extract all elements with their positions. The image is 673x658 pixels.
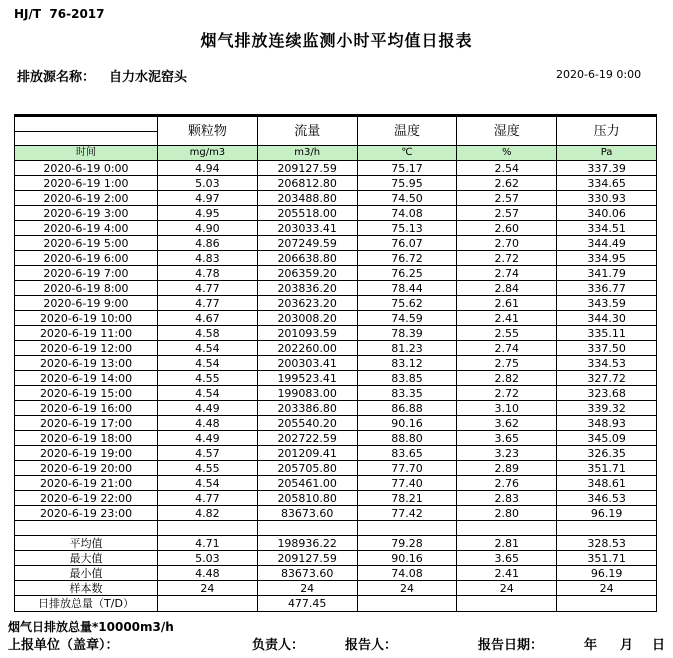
row-value-cell: 83673.60: [258, 566, 358, 580]
row-value-cell: 86.88: [358, 401, 458, 415]
table-row: [15, 386, 656, 401]
unit-particulate: mg/m3: [158, 146, 258, 160]
row-value-cell: 4.67: [158, 311, 258, 325]
row-value-cell: 2.89: [457, 461, 557, 475]
row-value-cell: 4.58: [158, 326, 258, 340]
row-value-cell: 83.12: [358, 356, 458, 370]
summary-row: [15, 536, 656, 551]
row-value-cell: 75.62: [358, 296, 458, 310]
row-value-cell: 5.03: [158, 551, 258, 565]
report-unit-label: 上报单位（盖章）：: [8, 638, 119, 653]
table-row: [15, 206, 656, 221]
row-label-cell: 2020-6-19 21:00: [15, 476, 158, 490]
row-value-cell: 2.57: [457, 191, 557, 205]
row-label-cell: 2020-6-19 19:00: [15, 446, 158, 460]
row-value-cell: 4.95: [158, 206, 258, 220]
row-value-cell: 2.41: [457, 311, 557, 325]
row-value-cell: 4.82: [158, 506, 258, 520]
row-value-cell: 76.25: [358, 266, 458, 280]
summary-row: [15, 566, 656, 581]
row-value-cell: 2.81: [457, 536, 557, 550]
table-row: [15, 176, 656, 191]
row-value-cell: 209127.59: [258, 551, 358, 565]
table-row: [15, 191, 656, 206]
row-value-cell: 2.84: [457, 281, 557, 295]
row-value-cell: 81.23: [358, 341, 458, 355]
unit-flow: m3/h: [258, 146, 358, 160]
row-value-cell: 341.79: [587, 266, 626, 280]
table-row: [15, 476, 656, 491]
report-date-label: 报告日期：: [478, 638, 544, 653]
row-value-cell: 2.55: [457, 326, 557, 340]
row-value-cell: 4.77: [158, 491, 258, 505]
row-label-cell: 2020-6-19 1:00: [15, 176, 158, 190]
row-value-cell: 203033.41: [258, 221, 358, 235]
table-row: [15, 416, 656, 431]
row-value-cell: 5.03: [158, 176, 258, 190]
row-value-cell: 201093.59: [258, 326, 358, 340]
row-value-cell: 328.53: [587, 536, 626, 550]
row-value-cell: 78.44: [358, 281, 458, 295]
summary-row: [15, 596, 656, 611]
responsible-label: 负责人：: [252, 638, 305, 653]
row-value-cell: 3.10: [457, 401, 557, 415]
row-value-cell: 74.50: [358, 191, 458, 205]
table-row: [15, 326, 656, 341]
row-value-cell: 327.72: [587, 371, 626, 385]
row-value-cell: 337.39: [587, 161, 626, 175]
signature-line: [0, 634, 673, 653]
row-value-cell: 4.55: [158, 461, 258, 475]
row-value-cell: 2.72: [457, 386, 557, 400]
row-value-cell: 90.16: [358, 551, 458, 565]
row-value-cell: 348.61: [587, 476, 626, 490]
row-value-cell: 340.06: [587, 206, 626, 220]
row-value-cell: 205518.00: [258, 206, 358, 220]
row-value-cell: 2.76: [457, 476, 557, 490]
row-label-cell: 2020-6-19 15:00: [15, 386, 158, 400]
row-value-cell: 78.21: [358, 491, 458, 505]
row-value-cell: 4.94: [158, 161, 258, 175]
row-label-cell: 2020-6-19 17:00: [15, 416, 158, 430]
row-value-cell: 2.83: [457, 491, 557, 505]
row-label-cell: 平均值: [15, 536, 158, 550]
row-value-cell: 3.65: [457, 431, 557, 445]
table-row: [15, 296, 656, 311]
row-value-cell: 4.54: [158, 476, 258, 490]
row-value-cell: 76.72: [358, 251, 458, 265]
report-datetime: 2020-6-19 0:00: [556, 68, 642, 81]
row-value-cell: 4.49: [158, 401, 258, 415]
row-label-cell: 2020-6-19 16:00: [15, 401, 158, 415]
row-value-cell: 323.68: [587, 386, 626, 400]
row-value-cell: 76.07: [358, 236, 458, 250]
col-header-flow: 流量: [258, 117, 358, 145]
row-value-cell: 2.74: [457, 266, 557, 280]
row-value-cell: 2.61: [457, 296, 557, 310]
row-value-cell: 4.71: [158, 536, 258, 550]
row-value-cell: [158, 521, 258, 535]
row-value-cell: 3.65: [457, 551, 557, 565]
row-value-cell: [358, 521, 458, 535]
col-header-pressure: 压力: [593, 123, 620, 139]
row-label-cell: 2020-6-19 18:00: [15, 431, 158, 445]
row-value-cell: 96.19: [590, 506, 623, 520]
row-value-cell: 4.57: [158, 446, 258, 460]
time-header-cell: 时间: [15, 146, 158, 160]
row-value-cell: 198936.22: [258, 536, 358, 550]
row-value-cell: 88.80: [358, 431, 458, 445]
row-label-cell: 2020-6-19 0:00: [15, 161, 158, 175]
table-row: [15, 161, 656, 176]
row-value-cell: 334.53: [587, 356, 626, 370]
row-value-cell: 83.35: [358, 386, 458, 400]
row-label-cell: 样本数: [15, 581, 158, 595]
row-value-cell: 2.82: [457, 371, 557, 385]
unit-temperature: ℃: [358, 146, 458, 160]
row-value-cell: 2.62: [457, 176, 557, 190]
row-label-cell: 2020-6-19 6:00: [15, 251, 158, 265]
unit-humidity: %: [457, 146, 557, 160]
row-value-cell: 90.16: [358, 416, 458, 430]
row-label-cell: 2020-6-19 12:00: [15, 341, 158, 355]
row-label-cell: 2020-6-19 3:00: [15, 206, 158, 220]
row-value-cell: 330.93: [587, 191, 626, 205]
row-value-cell: 75.95: [358, 176, 458, 190]
row-value-cell: 74.08: [358, 566, 458, 580]
row-value-cell: 335.11: [587, 326, 626, 340]
row-value-cell: 4.48: [158, 416, 258, 430]
row-value-cell: 74.08: [358, 206, 458, 220]
row-value-cell: 206638.80: [258, 251, 358, 265]
data-table: [14, 114, 657, 612]
year-label: 年: [584, 638, 598, 653]
row-value-cell: 2.60: [457, 221, 557, 235]
col-header-particulate: 颗粒物: [158, 117, 258, 145]
spacer-row: [15, 521, 656, 536]
col-header-humidity: 湿度: [457, 117, 557, 145]
row-value-cell: 78.39: [358, 326, 458, 340]
table-row: [15, 461, 656, 476]
row-value-cell: 343.59: [587, 296, 626, 310]
table-row: [15, 341, 656, 356]
summary-row: [15, 551, 656, 566]
units-row: [15, 146, 656, 161]
table-row: [15, 491, 656, 506]
row-value-cell: [557, 521, 656, 535]
row-value-cell: 77.42: [358, 506, 458, 520]
table-row: [15, 251, 656, 266]
row-value-cell: 24: [258, 581, 358, 595]
table-row: [15, 236, 656, 251]
row-value-cell: 24: [158, 581, 258, 595]
table-row: [15, 401, 656, 416]
row-value-cell: 77.70: [358, 461, 458, 475]
row-value-cell: 200303.41: [258, 356, 358, 370]
report-title: 烟气排放连续监测小时平均值日报表: [200, 31, 473, 50]
row-value-cell: 348.93: [587, 416, 626, 430]
row-value-cell: 4.90: [158, 221, 258, 235]
table-row: [15, 311, 656, 326]
day-label: 日: [652, 638, 666, 653]
row-value-cell: 4.55: [158, 371, 258, 385]
row-value-cell: 345.09: [587, 431, 626, 445]
row-value-cell: 75.13: [358, 221, 458, 235]
row-value-cell: 202722.59: [258, 431, 358, 445]
corner-cell: [15, 117, 158, 145]
row-value-cell: [358, 596, 458, 611]
table-row: [15, 281, 656, 296]
row-value-cell: 199523.41: [258, 371, 358, 385]
row-value-cell: 344.30: [587, 311, 626, 325]
row-value-cell: 4.54: [158, 356, 258, 370]
row-value-cell: 4.86: [158, 236, 258, 250]
table-row: [15, 266, 656, 281]
row-value-cell: 207249.59: [258, 236, 358, 250]
row-value-cell: 4.83: [158, 251, 258, 265]
row-value-cell: 199083.00: [258, 386, 358, 400]
row-value-cell: 74.59: [358, 311, 458, 325]
row-value-cell: 4.54: [158, 341, 258, 355]
row-value-cell: [457, 596, 557, 611]
emission-source-line: [17, 66, 187, 85]
row-label-cell: 2020-6-19 14:00: [15, 371, 158, 385]
row-value-cell: 206359.20: [258, 266, 358, 280]
row-label-cell: 2020-6-19 22:00: [15, 491, 158, 505]
row-label-cell: 日排放总量（T/D）: [15, 596, 158, 611]
row-value-cell: 3.23: [457, 446, 557, 460]
source-name: 自力水泥窑头: [109, 70, 188, 85]
table-row: [15, 431, 656, 446]
row-value-cell: 2.80: [457, 506, 557, 520]
table-row: [15, 356, 656, 371]
row-label-cell: 2020-6-19 2:00: [15, 191, 158, 205]
row-value-cell: 203386.80: [258, 401, 358, 415]
row-value-cell: 96.19: [590, 566, 623, 580]
table-row: [15, 221, 656, 236]
row-value-cell: 206812.80: [258, 176, 358, 190]
row-label-cell: 2020-6-19 11:00: [15, 326, 158, 340]
month-label: 月: [620, 638, 634, 653]
table-row: [15, 446, 656, 461]
row-value-cell: 205461.00: [258, 476, 358, 490]
row-value-cell: 24: [358, 581, 458, 595]
row-value-cell: 2.70: [457, 236, 557, 250]
row-value-cell: 2.54: [457, 161, 557, 175]
standard-code: HJ/T 76-2017: [14, 7, 105, 21]
row-value-cell: 2.74: [457, 341, 557, 355]
row-value-cell: 2.75: [457, 356, 557, 370]
row-value-cell: 79.28: [358, 536, 458, 550]
row-value-cell: 4.48: [158, 566, 258, 580]
row-value-cell: 351.71: [587, 551, 626, 565]
row-label-cell: 最小值: [15, 566, 158, 580]
row-value-cell: 203623.20: [258, 296, 358, 310]
row-value-cell: 3.62: [457, 416, 557, 430]
row-value-cell: 209127.59: [258, 161, 358, 175]
row-value-cell: [557, 596, 656, 611]
row-value-cell: 24: [457, 581, 557, 595]
row-value-cell: [158, 596, 258, 611]
row-value-cell: 75.17: [358, 161, 458, 175]
row-value-cell: 334.51: [587, 221, 626, 235]
row-label-cell: 2020-6-19 9:00: [15, 296, 158, 310]
row-label-cell: 2020-6-19 23:00: [15, 506, 158, 520]
summary-row: [15, 581, 656, 596]
row-value-cell: 4.78: [158, 266, 258, 280]
row-value-cell: 326.35: [587, 446, 626, 460]
row-label-cell: 2020-6-19 10:00: [15, 311, 158, 325]
row-value-cell: [457, 521, 557, 535]
row-value-cell: 334.95: [587, 251, 626, 265]
row-value-cell: 205540.20: [258, 416, 358, 430]
row-label-cell: [15, 521, 158, 535]
row-label-cell: 2020-6-19 8:00: [15, 281, 158, 295]
source-label: 排放源名称：: [17, 70, 96, 85]
row-label-cell: 2020-6-19 7:00: [15, 266, 158, 280]
row-value-cell: 205810.80: [258, 491, 358, 505]
row-value-cell: 339.32: [587, 401, 626, 415]
row-value-cell: 346.53: [587, 491, 626, 505]
row-value-cell: 4.77: [158, 296, 258, 310]
row-value-cell: [258, 521, 358, 535]
row-value-cell: 202260.00: [258, 341, 358, 355]
row-label-cell: 最大值: [15, 551, 158, 565]
row-value-cell: 4.54: [158, 386, 258, 400]
row-value-cell: 205705.80: [258, 461, 358, 475]
row-value-cell: 334.65: [587, 176, 626, 190]
row-value-cell: 2.57: [457, 206, 557, 220]
table-row: [15, 506, 656, 521]
row-value-cell: 344.49: [587, 236, 626, 250]
row-value-cell: 4.97: [158, 191, 258, 205]
row-value-cell: 203488.80: [258, 191, 358, 205]
row-value-cell: 83.65: [358, 446, 458, 460]
row-label-cell: 2020-6-19 13:00: [15, 356, 158, 370]
row-value-cell: 24: [599, 581, 614, 595]
row-value-cell: 203008.20: [258, 311, 358, 325]
row-label-cell: 2020-6-19 20:00: [15, 461, 158, 475]
unit-pressure: Pa: [557, 146, 656, 160]
row-value-cell: 477.45: [258, 596, 358, 611]
total-emission-note: 烟气日排放总量*10000m3/h: [8, 620, 174, 634]
row-value-cell: 337.50: [587, 341, 626, 355]
row-value-cell: 4.49: [158, 431, 258, 445]
row-value-cell: 83.85: [358, 371, 458, 385]
row-label-cell: 2020-6-19 5:00: [15, 236, 158, 250]
reporter-label: 报告人：: [345, 638, 398, 653]
row-value-cell: 2.41: [457, 566, 557, 580]
col-header-temperature: 温度: [358, 117, 458, 145]
row-value-cell: 4.77: [158, 281, 258, 295]
row-value-cell: 201209.41: [258, 446, 358, 460]
row-value-cell: 83673.60: [258, 506, 358, 520]
row-value-cell: 203836.20: [258, 281, 358, 295]
row-value-cell: 2.72: [457, 251, 557, 265]
column-header-row: [15, 117, 656, 146]
row-value-cell: 336.77: [587, 281, 626, 295]
row-value-cell: 351.71: [587, 461, 626, 475]
row-label-cell: 2020-6-19 4:00: [15, 221, 158, 235]
row-value-cell: 77.40: [358, 476, 458, 490]
table-row: [15, 371, 656, 386]
